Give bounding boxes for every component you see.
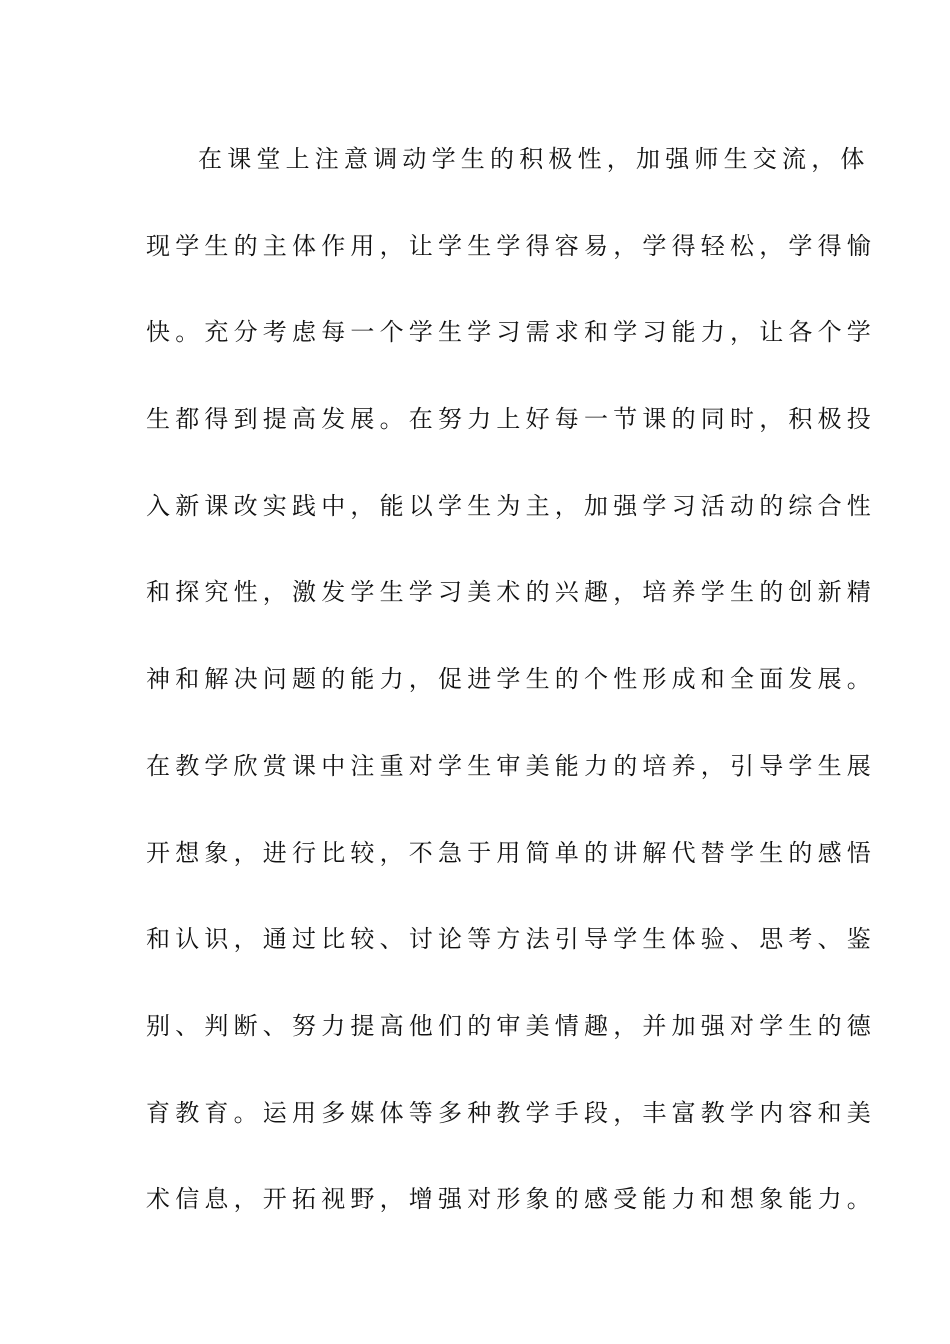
paragraph-line-13: 术信息，开拓视野，增强对形象的感受能力和想象能力。 (146, 1185, 876, 1214)
paragraph-line-3: 快。充分考虑每一个学生学习需求和学习能力，让各个学 (146, 318, 876, 347)
paragraph-line-4: 生都得到提高发展。在努力上好每一节课的同时，积极投 (146, 405, 876, 434)
paragraph-line-7: 神和解决问题的能力，促进学生的个性形成和全面发展。 (146, 665, 876, 694)
paragraph-line-10: 和认识，通过比较、讨论等方法引导学生体验、思考、鉴 (146, 925, 876, 954)
paragraph-line-1: 在课堂上注意调动学生的积极性，加强师生交流，体 (198, 145, 870, 173)
paragraph-line-8: 在教学欣赏课中注重对学生审美能力的培养，引导学生展 (146, 751, 876, 780)
paragraph-line-5: 入新课改实践中，能以学生为主，加强学习活动的综合性 (146, 491, 876, 520)
paragraph-line-2: 现学生的主体作用，让学生学得容易，学得轻松，学得愉 (146, 231, 876, 260)
body-paragraph (146, 130, 876, 1257)
paragraph-line-12: 育教育。运用多媒体等多种教学手段，丰富教学内容和美 (146, 1098, 876, 1127)
paragraph-line-11: 别、判断、努力提高他们的审美情趣，并加强对学生的德 (146, 1011, 876, 1040)
paragraph-line-6: 和探究性，激发学生学习美术的兴趣，培养学生的创新精 (146, 578, 876, 607)
paragraph-line-9: 开想象，进行比较，不急于用简单的讲解代替学生的感悟 (146, 838, 876, 867)
